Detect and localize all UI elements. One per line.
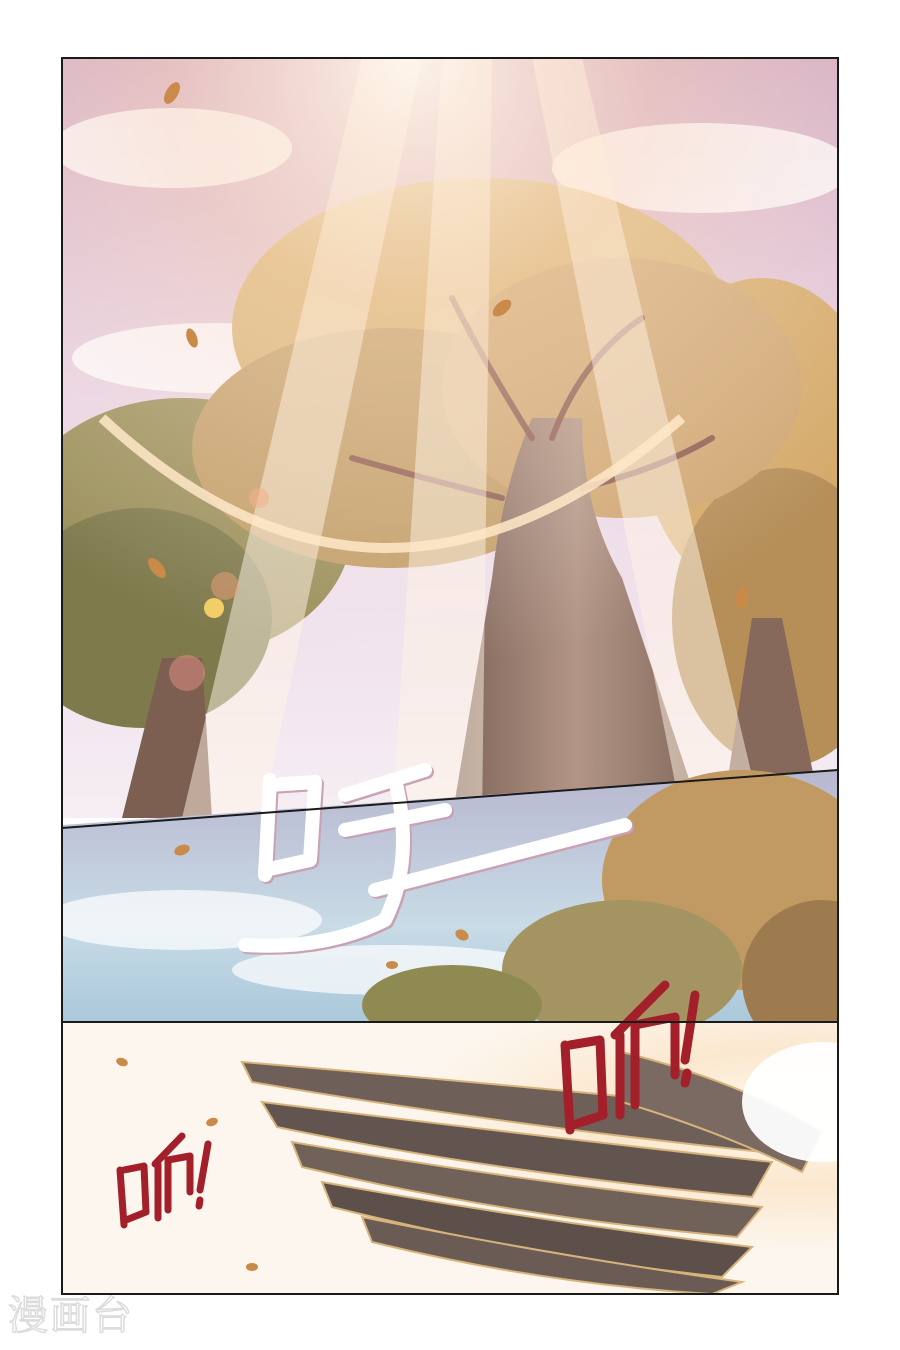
panel-forest-canopy [62, 58, 838, 818]
sky-illustration [62, 770, 838, 1030]
forest-illustration [62, 58, 838, 818]
wing-illustration [62, 1022, 838, 1294]
panel-sky-treeline [62, 770, 838, 1030]
watermark [8, 1284, 188, 1340]
watermark-text: 漫画台 [8, 1293, 134, 1339]
panel-spreading-wing [62, 1022, 838, 1294]
